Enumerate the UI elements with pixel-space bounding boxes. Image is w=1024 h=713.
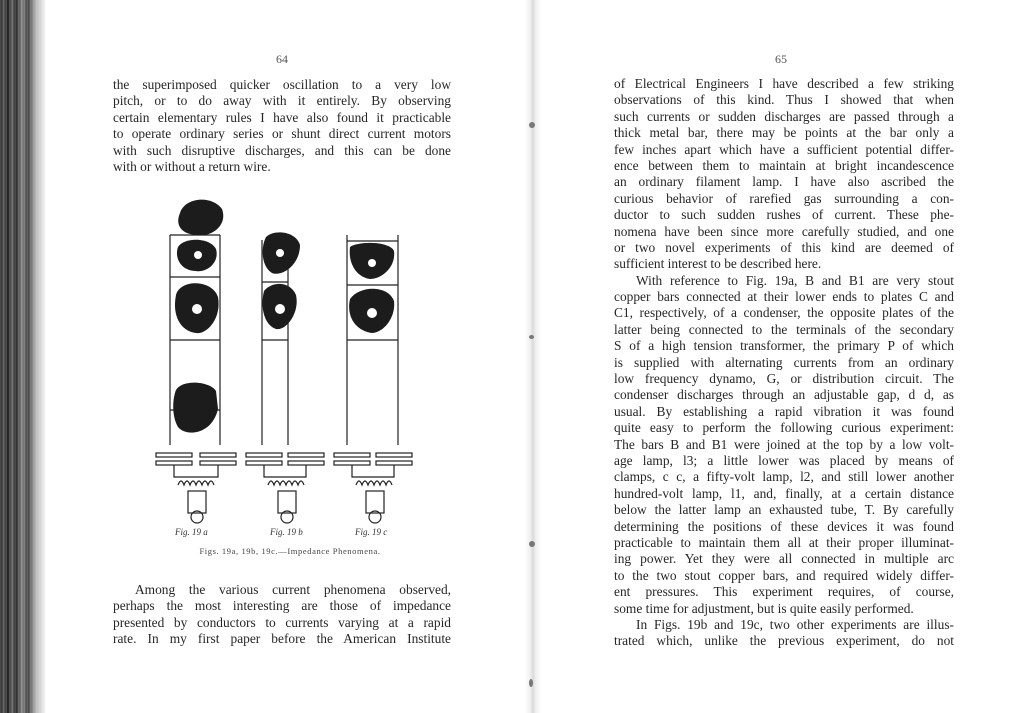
text-line: practicable to maintain them all at their proper illuminat- <box>614 534 954 550</box>
text-line: nomena have been since more carefully studied, and one <box>614 223 954 239</box>
fig-a-lamp-l3 <box>178 200 223 236</box>
right-page-number: 65 <box>775 52 787 66</box>
text-line: The bars B and B1 were joined at the top by a low volt- <box>614 436 954 452</box>
book-spine-texture <box>0 0 46 713</box>
text-line: sufficient interest to be described here. <box>614 256 822 272</box>
text-line: hundred-volt lamp, l1, and, finally, at a certain distance <box>614 485 954 501</box>
left-top-paragraph <box>113 77 451 175</box>
text-line: latter being connected to the terminals of the secondary <box>614 321 954 337</box>
gutter-mark <box>529 335 534 339</box>
text-line: ductor to such sudden rushes of current. These phe- <box>614 207 954 223</box>
fig-a-label: Fig. 19 a <box>175 527 208 537</box>
text-line: S of a high tension transformer, the primary P of which <box>614 338 954 354</box>
right-body-text <box>614 76 954 650</box>
text-line: with such disruptive discharges, and this can be done <box>113 142 451 158</box>
text-line: usual. By establishing a rapid vibration it was found <box>614 403 954 419</box>
left-bottom-paragraph <box>113 582 451 648</box>
text-line: In Figs. 19b and 19c, two other experiments are illus- <box>636 616 954 632</box>
text-line: is supplied with alternating currents from an ordinary <box>614 354 954 370</box>
text-line: ent pressures. This experiment requires, of course, <box>614 584 954 600</box>
text-line: copper bars connected at their lower ends to plates C and <box>614 289 954 305</box>
text-line: to operate ordinary series or shunt direct current motors <box>113 126 451 142</box>
gutter-mark <box>529 679 533 687</box>
text-line: presented by conductors to currents varying at a rapid <box>113 614 451 630</box>
text-line: with or without a return wire. <box>113 158 271 174</box>
left-page-number: 64 <box>276 52 288 66</box>
text-line: or two novel experiments of this kind are deemed of <box>614 239 954 255</box>
text-line: trated which, unlike the previous experiment, do not <box>614 633 954 649</box>
text-line: quite easy to perform the following curious experiment: <box>614 420 954 436</box>
text-line: With reference to Fig. 19a, B and B1 are very stout <box>636 272 954 288</box>
figure-caption: Figs. 19a, 19b, 19c.—Impedance Phenomena. <box>199 546 381 556</box>
text-line: rate. In my first paper before the American Institute <box>113 631 451 647</box>
text-line: clamps, c c, a fifty-volt lamp, l2, and still lower another <box>614 469 954 485</box>
text-line: to the two stout copper bars, and required widely differ- <box>614 567 954 583</box>
text-line: C1, respectively, of a condenser, the opposite plates of the <box>614 305 954 321</box>
text-line: age lamp, l3; a little lower was placed by means of <box>614 452 954 468</box>
text-line: an ordinary filament lamp. I have also ascribed the <box>614 174 954 190</box>
text-line: ing power. Yet they were all connected in multiple arc <box>614 551 954 567</box>
text-line: curious behavior of rarefied gas surrounding a con- <box>614 190 954 206</box>
text-line: ence between them to maintain at bright incandescence <box>614 157 954 173</box>
text-line: pitch, or to do away with it entirely. By observing <box>113 93 451 109</box>
center-gutter <box>524 0 542 713</box>
gutter-mark <box>529 541 535 547</box>
text-line: the superimposed quicker oscillation to a very low <box>113 77 451 92</box>
fig-b-label: Fig. 19 b <box>270 527 303 537</box>
text-line: Among the various current phenomena observed, <box>135 582 451 597</box>
text-line: observations of this kind. Thus I showed that when <box>614 92 954 108</box>
text-line: some time for adjustment, but is quite easily performed. <box>614 600 914 616</box>
text-line: of Electrical Engineers I have described a few striking <box>614 76 954 91</box>
text-line: low frequency dynamo, G, or distribution circuit. The <box>614 371 954 387</box>
fig-c-label: Fig. 19 c <box>355 527 388 537</box>
text-line: few inches apart which have a sufficient potential differ- <box>614 141 954 157</box>
text-line: thick metal bar, there may be points at the bar only a <box>614 125 954 141</box>
text-line: condenser discharges through an adjustable gap, d d, as <box>614 387 954 403</box>
fig-a-tube-t <box>173 383 218 433</box>
text-line: perhaps the most interesting are those of impedance <box>113 598 451 614</box>
gutter-mark <box>529 122 535 128</box>
text-line: certain elementary rules I have also found it practicable <box>113 109 451 125</box>
text-line: below the latter lamp an exhausted tube, T. By carefully <box>614 502 954 518</box>
text-line: such currents or sudden discharges are passed through a <box>614 108 954 124</box>
impedance-figure <box>150 195 420 540</box>
text-line: determining the positions of these devices it was found <box>614 518 954 534</box>
